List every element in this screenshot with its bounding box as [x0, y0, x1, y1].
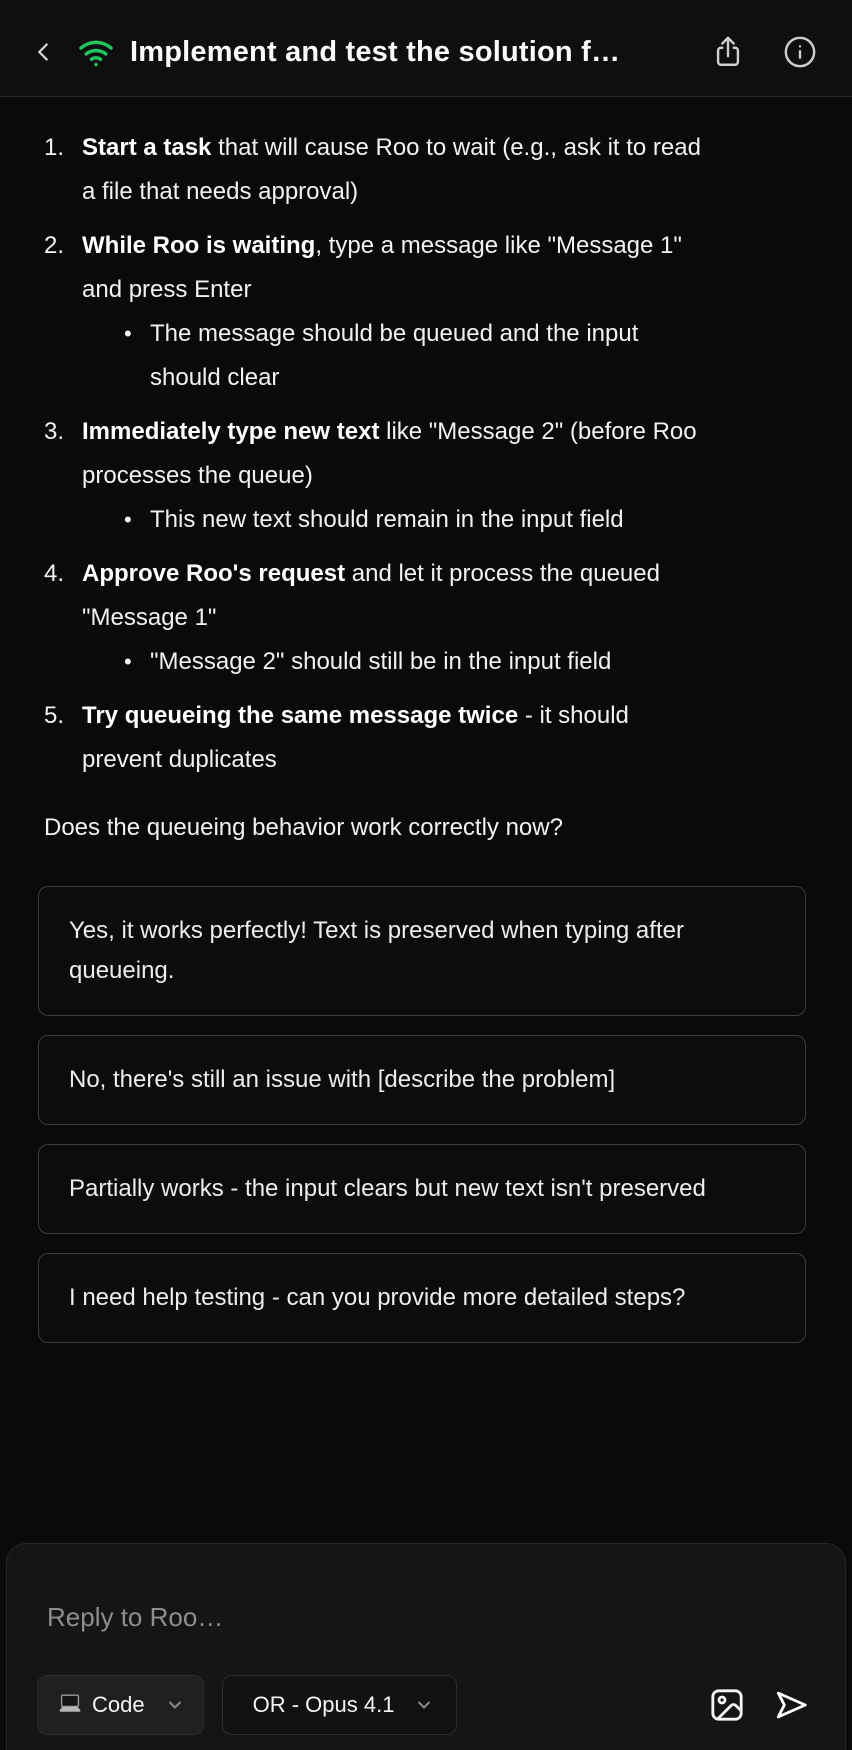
step-rest: that will cause Roo to wait (e.g., ask it to read a file that needs approval) [82, 134, 701, 205]
sub-list-item [124, 498, 712, 542]
list-item [44, 410, 712, 542]
bullet-marker: • [124, 507, 132, 532]
step-rest: - it should prevent duplicates [82, 702, 629, 773]
sub-text: "Message 2" should still be in the input field [150, 648, 612, 675]
info-button[interactable] [778, 30, 822, 74]
list-item [44, 694, 712, 782]
list-number: 3. [44, 418, 65, 445]
step-rest: and let it process the queued "Message 1" [82, 560, 660, 631]
step-lead: Immediately type new text [82, 418, 380, 445]
composer-panel [6, 1543, 846, 1750]
bullet-marker: • [124, 649, 132, 674]
chevron-down-icon [414, 1695, 434, 1715]
laptop-icon [56, 1691, 84, 1719]
step-lead: Approve Roo's request [82, 560, 346, 587]
step-rest: , type a message like "Message 1" and press Enter [82, 232, 682, 303]
wifi-icon [76, 32, 116, 72]
mode-label: Code [92, 1692, 145, 1717]
suggestion-button[interactable]: Partially works - the input clears but new text isn't preserved [38, 1144, 806, 1234]
info-icon [783, 35, 817, 69]
suggestion-button[interactable]: Yes, it works perfectly! Text is preserved when typing after queueing. [38, 886, 806, 1016]
step-lead: While Roo is waiting [82, 232, 316, 259]
sub-list-item [124, 640, 712, 684]
header [0, 0, 852, 97]
list-number: 5. [44, 702, 65, 729]
list-number: 4. [44, 560, 65, 587]
step-rest: like "Message 2" (before Roo processes the queue) [82, 418, 697, 489]
back-button[interactable] [28, 32, 64, 72]
list-item [44, 552, 712, 684]
list-number: 2. [44, 232, 65, 259]
bullet-marker: • [124, 321, 132, 346]
model-label: OR - Opus 4.1 [252, 1692, 395, 1717]
list-item [44, 224, 712, 400]
question-text: Does the queueing behavior work correctly now? [44, 814, 563, 841]
list-number: 1. [44, 134, 65, 161]
chat-message [0, 98, 852, 1543]
chevron-left-icon [28, 37, 58, 67]
suggestion-button[interactable]: I need help testing - can you provide more detailed steps? [38, 1253, 806, 1343]
model-selector[interactable] [222, 1675, 458, 1735]
send-button[interactable] [767, 1681, 815, 1729]
step-lead: Try queueing the same message twice [82, 702, 519, 729]
image-icon [707, 1685, 747, 1725]
suggestion-list [38, 886, 806, 1343]
instruction-list [44, 126, 808, 782]
reply-input[interactable]: Reply to Roo… [47, 1602, 224, 1632]
share-icon [711, 35, 745, 69]
step-lead: Start a task [82, 134, 212, 161]
sub-text: This new text should remain in the input field [150, 506, 624, 533]
share-button[interactable] [706, 30, 750, 74]
suggestion-button[interactable]: No, there's still an issue with [describe the problem] [38, 1035, 806, 1125]
sub-text: The message should be queued and the input should clear [150, 320, 639, 391]
list-item [44, 126, 712, 214]
chevron-down-icon [165, 1695, 185, 1715]
page-title: Implement and test the solution f… [130, 35, 621, 68]
attach-image-button[interactable] [703, 1681, 751, 1729]
send-icon [772, 1686, 810, 1724]
composer-toolbar [37, 1675, 815, 1735]
mode-selector[interactable] [37, 1675, 204, 1735]
sub-list-item [124, 312, 712, 400]
